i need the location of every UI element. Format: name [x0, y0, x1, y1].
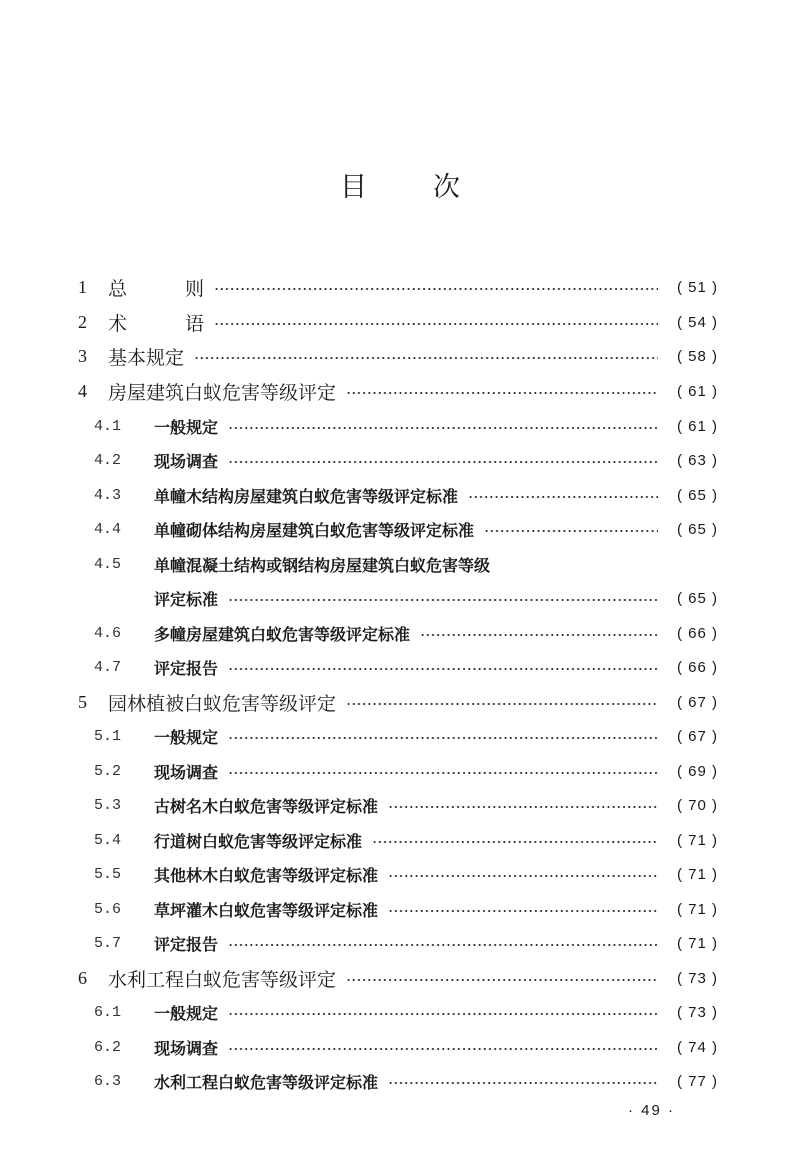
- toc-entry-title: 基本规定: [108, 346, 185, 369]
- dot-leader: [346, 695, 658, 709]
- page-number: · 49 ·: [628, 1102, 676, 1119]
- toc-entry-number: 5.3: [94, 796, 122, 814]
- toc-entry-number: 6.2: [94, 1038, 122, 1056]
- toc-entry-number: 5.7: [94, 934, 122, 952]
- toc-entry-number: 6: [78, 967, 87, 988]
- toc-entry[interactable]: [78, 961, 718, 995]
- toc-entry-number: 4.4: [94, 520, 122, 538]
- toc-entry-number: 5.6: [94, 900, 122, 918]
- dot-leader: [228, 660, 658, 674]
- dot-leader: [214, 280, 658, 294]
- toc-entry-title: 多幢房屋建筑白蚁危害等级评定标准: [154, 624, 411, 644]
- toc-entry-number: 5.2: [94, 762, 122, 780]
- toc-entry-page: ( 67 ): [676, 693, 718, 711]
- toc-entry-title: 评定标准: [154, 589, 219, 609]
- toc-entry-title: 房屋建筑白蚁危害等级评定: [108, 381, 337, 404]
- title-char-1: 目: [340, 172, 367, 203]
- toc-entry-title: 现场调查: [154, 762, 219, 782]
- toc-entry[interactable]: [78, 339, 718, 373]
- dot-leader: [388, 1074, 658, 1088]
- toc-entry[interactable]: [78, 857, 718, 891]
- toc-entry-page: ( 71 ): [676, 865, 718, 883]
- dot-leader: [484, 522, 658, 536]
- toc-entry-title: 一般规定: [154, 417, 219, 437]
- toc-entry-title-part: 术: [108, 312, 128, 335]
- toc-entry-title: 现场调查: [154, 451, 219, 471]
- toc-entry-title-part: 则: [185, 277, 205, 300]
- toc-entry-title: [108, 309, 204, 336]
- toc-entry-number: 5.4: [94, 831, 122, 849]
- dot-leader: [420, 626, 658, 640]
- toc-entry-page: ( 69 ): [676, 762, 718, 780]
- dot-leader: [228, 1005, 658, 1019]
- toc-entry-title: 现场调查: [154, 1038, 219, 1058]
- toc-entry-title: 评定报告: [154, 658, 219, 678]
- toc-entry-page: ( 63 ): [676, 451, 718, 469]
- toc-entry[interactable]: [78, 478, 718, 512]
- dot-leader: [468, 488, 658, 502]
- toc-entry-title-part: 语: [185, 312, 205, 335]
- toc-entry[interactable]: [78, 926, 718, 960]
- toc-entry[interactable]: [78, 1064, 718, 1098]
- toc-entry-title-part: 总: [108, 277, 128, 300]
- toc-entry-page: ( 74 ): [676, 1038, 718, 1056]
- dot-leader: [228, 729, 658, 743]
- title-char-2: 次: [433, 172, 460, 203]
- toc-entry-page: ( 51 ): [676, 278, 718, 296]
- toc-entry-page: ( 61 ): [676, 417, 718, 435]
- toc-entry[interactable]: [78, 685, 718, 719]
- toc-entry-title: 单幢砌体结构房屋建筑白蚁危害等级评定标准: [154, 520, 475, 540]
- toc-entry-title: 其他林木白蚁危害等级评定标准: [154, 865, 379, 885]
- toc-entry-number: 1: [78, 276, 87, 297]
- toc-entry[interactable]: [78, 823, 718, 857]
- toc-entry-title: [108, 274, 204, 301]
- dot-leader: [372, 833, 658, 847]
- toc-entry-page: ( 61 ): [676, 382, 718, 400]
- dot-leader: [388, 867, 658, 881]
- page-title: [0, 165, 800, 204]
- toc-entry[interactable]: [78, 547, 718, 581]
- toc-entry[interactable]: [78, 512, 718, 546]
- toc-entry-title: 水利工程白蚁危害等级评定标准: [154, 1072, 379, 1092]
- dot-leader: [388, 902, 658, 916]
- toc-entry-page: ( 66 ): [676, 658, 718, 676]
- toc-entry-title: 水利工程白蚁危害等级评定: [108, 968, 337, 991]
- toc-entry-title: 古树名木白蚁危害等级评定标准: [154, 796, 379, 816]
- dot-leader: [388, 798, 658, 812]
- toc-entry-title: 单幢混凝土结构或钢结构房屋建筑白蚁危害等级: [154, 555, 491, 575]
- toc-entry-page: ( 71 ): [676, 934, 718, 952]
- dot-leader: [346, 971, 658, 985]
- toc-entry[interactable]: [78, 409, 718, 443]
- toc-entry-title: 单幢木结构房屋建筑白蚁危害等级评定标准: [154, 486, 459, 506]
- toc-entry-number: 4.5: [94, 555, 122, 573]
- dot-leader: [228, 591, 658, 605]
- toc-entry-title: 园林植被白蚁危害等级评定: [108, 692, 337, 715]
- toc-entry[interactable]: [78, 719, 718, 753]
- dot-leader: [228, 453, 658, 467]
- toc-entry[interactable]: [78, 374, 718, 408]
- toc-entry-page: ( 65 ): [676, 486, 718, 504]
- toc-entry-number: 4.2: [94, 451, 122, 469]
- toc-entry-page: ( 65 ): [676, 589, 718, 607]
- toc-entry-number: 4.7: [94, 658, 122, 676]
- toc-entry-page: ( 54 ): [676, 313, 718, 331]
- toc-entry[interactable]: [78, 616, 718, 650]
- toc-entry[interactable]: [78, 581, 718, 615]
- toc-entry[interactable]: [78, 1030, 718, 1064]
- toc-entry-page: ( 73 ): [676, 1003, 718, 1021]
- toc-entry-number: 2: [78, 311, 87, 332]
- toc-entry-number: 3: [78, 345, 87, 366]
- toc-entry-title: 行道树白蚁危害等级评定标准: [154, 831, 363, 851]
- toc-entry-number: 4.6: [94, 624, 122, 642]
- toc-entry-number: 6.1: [94, 1003, 122, 1021]
- toc-entry-number: 5: [78, 691, 87, 712]
- toc-entry-page: ( 65 ): [676, 520, 718, 538]
- toc-entry-page: ( 58 ): [676, 347, 718, 365]
- toc-entry-number: 5.5: [94, 865, 122, 883]
- toc-entry[interactable]: [78, 754, 718, 788]
- toc-entry[interactable]: [78, 788, 718, 822]
- toc-entry-number: 6.3: [94, 1072, 122, 1090]
- toc-entry-page: ( 70 ): [676, 796, 718, 814]
- toc-entry-page: ( 67 ): [676, 727, 718, 745]
- toc-entry[interactable]: [78, 650, 718, 684]
- toc-entry[interactable]: [78, 995, 718, 1029]
- dot-leader: [194, 349, 658, 363]
- toc-entry[interactable]: [78, 270, 718, 304]
- toc-entry-number: 4: [78, 380, 87, 401]
- dot-leader: [228, 419, 658, 433]
- toc-entry[interactable]: [78, 443, 718, 477]
- toc-entry-page: ( 77 ): [676, 1072, 718, 1090]
- toc-entry[interactable]: [78, 892, 718, 926]
- toc-entry-title: 评定报告: [154, 934, 219, 954]
- toc-entry-page: ( 66 ): [676, 624, 718, 642]
- toc-entry-number: 5.1: [94, 727, 122, 745]
- dot-leader: [228, 936, 658, 950]
- toc-entry-title: 一般规定: [154, 1003, 219, 1023]
- toc-entry-page: ( 71 ): [676, 900, 718, 918]
- dot-leader: [228, 1040, 658, 1054]
- dot-leader: [346, 384, 658, 398]
- toc-entry-number: 4.1: [94, 417, 122, 435]
- toc-entry-number: 4.3: [94, 486, 122, 504]
- dot-leader: [214, 315, 658, 329]
- toc-entry[interactable]: [78, 305, 718, 339]
- toc-entry-page: ( 71 ): [676, 831, 718, 849]
- dot-leader: [228, 764, 658, 778]
- toc-entry-page: ( 73 ): [676, 969, 718, 987]
- toc-entry-title: 一般规定: [154, 727, 219, 747]
- toc-entry-title: 草坪灌木白蚁危害等级评定标准: [154, 900, 379, 920]
